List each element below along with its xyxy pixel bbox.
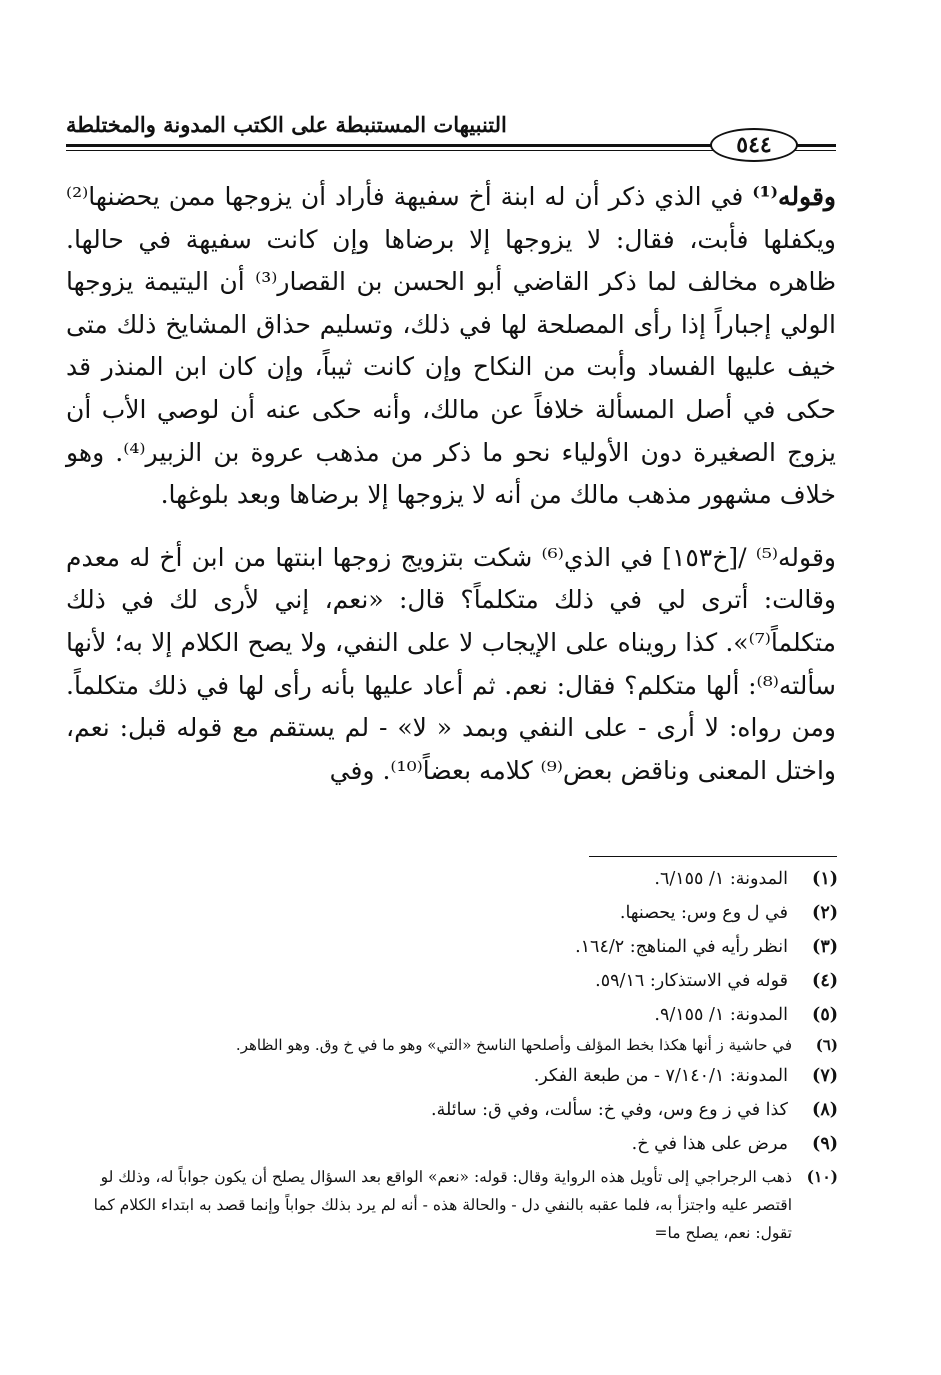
page-header [66,100,836,160]
footnote-text: المدونة: ١/ ٩/١٥٥. [654,1005,788,1025]
footnote-text: كذا في ز وع وس، وفي خ: سألت، وفي ق: سائلة. [431,1100,788,1120]
footnote-number: (١٠) [806,1167,838,1186]
footnote [70,1163,838,1247]
footnote-number: (٦) [815,1036,838,1054]
footnote [70,964,838,998]
paragraph-lead: وقوله⁽¹⁾ [752,182,836,211]
footnote-number: (٧) [812,1066,838,1086]
footnote-number: (٥) [812,1005,838,1025]
footnote [70,1093,838,1127]
footnote [70,1032,838,1059]
footnote-number: (٤) [812,971,838,991]
paragraph-text: وقوله⁽⁵⁾ /[خ١٥٣] في الذي⁽⁶⁾ شكت بتزويج زوجها ابنتها من ابن أخ له معدم وقالت: أترى لي في ذلك متكلماً؟ قال: «نعم، إني لأرى لك في ذلك متكلماً⁽⁷⁾». كذا رويناه على الإيجاب لا على النفي، ولا يصح الكلام إلا به؛ لأنها سألته⁽⁸⁾: ألها متكلم؟ فقال: نعم. ثم أعاد عليها بأنه رأى لها في ذلك متكلماً. ومن رواه: لا أرى - على النفي وبمد « لا» - لم يستقم مع قوله قبل: نعم، واختل المعنى وناقض بعض⁽⁹⁾ كلامه بعضاً⁽¹⁰⁾. وفي [66,542,836,785]
footnote-number: (٨) [812,1100,838,1120]
main-text [66,176,836,792]
footnote-number: (١) [812,869,838,889]
footnote [70,1127,838,1161]
footnote-number: (٢) [812,903,838,923]
page-number: ٥٤٤ [710,128,798,162]
footnote-text: مرض على هذا في خ. [631,1134,788,1154]
footnote-text: قوله في الاستذكار: ٥٩/١٦. [595,971,788,991]
footnote [70,930,838,964]
paragraph [66,537,836,793]
footnote-text: المدونة: ١/ ٦/١٥٥. [654,869,788,889]
footnote [70,998,838,1032]
footnote-text: انظر رأيه في المناهج: ١٦٤/٢. [575,937,788,957]
footnote [70,896,838,930]
footnote-text: ذهب الرجراجي إلى تأويل هذه الرواية وقال: قوله: «نعم» الواقع بعد السؤال يصلح أن يكون جواباً له، وذلك لو اقتصر عليه واجتزأ به، فلما عقبه بالنفي دل - والحالة هذه - أنه لم يرد بذلك جواباً وإنما قصد به ابتداء الكلام كما تقول: نعم، يصلح ما= [93,1168,792,1242]
paragraph [66,176,836,517]
running-title: التنبيهات المستنبطة على الكتب المدونة والمختلطة [66,112,507,137]
footnote-number: (٩) [812,1134,838,1154]
footnote-separator [589,856,837,857]
footnote-text: المدونة: ٧/١٤٠/١ - من طبعة الفكر. [533,1066,788,1086]
paragraph-text: في الذي ذكر أن له ابنة أخ سفيهة فأراد أن يزوجها ممن يحضنها⁽²⁾ ويكفلها فأبت، فقال: لا يزوجها إلا برضاها وإن كانت سفيهة في حالها. ظاهره مخالف لما ذكر القاضي أبو الحسن بن القصار⁽³⁾ أن اليتيمة يزوجها الولي إجباراً إذا رأى المصلحة لها في ذلك، وتسليم حذاق المشايخ ذلك متى خيف عليها الفساد وأبت من النكاح وإن كانت ثيباً، وإن كان ابن المنذر قد حكى في أصل المسألة خلافاً عن مالك، وأنه حكى عنه أن لوصي الأب أن يزوج الصغيرة دون الأولياء نحو ما ذكر من مذهب عروة بن الزبير⁽⁴⁾. وهو خلاف مشهور مذهب مالك من أنه لا يزوجها إلا برضاها وبعد بلوغها. [66,182,836,510]
footnote-number: (٣) [812,937,838,957]
footnote-text: في حاشية ز أنها هكذا بخط المؤلف وأصلحها الناسخ «التي» وهو ما في خ وق. وهو الظاهر. [235,1036,792,1054]
footnote [70,1059,838,1093]
footnote [70,862,838,896]
footnotes [70,862,838,1247]
footnote-text: في ل وع وس: يحصنها. [619,903,788,923]
